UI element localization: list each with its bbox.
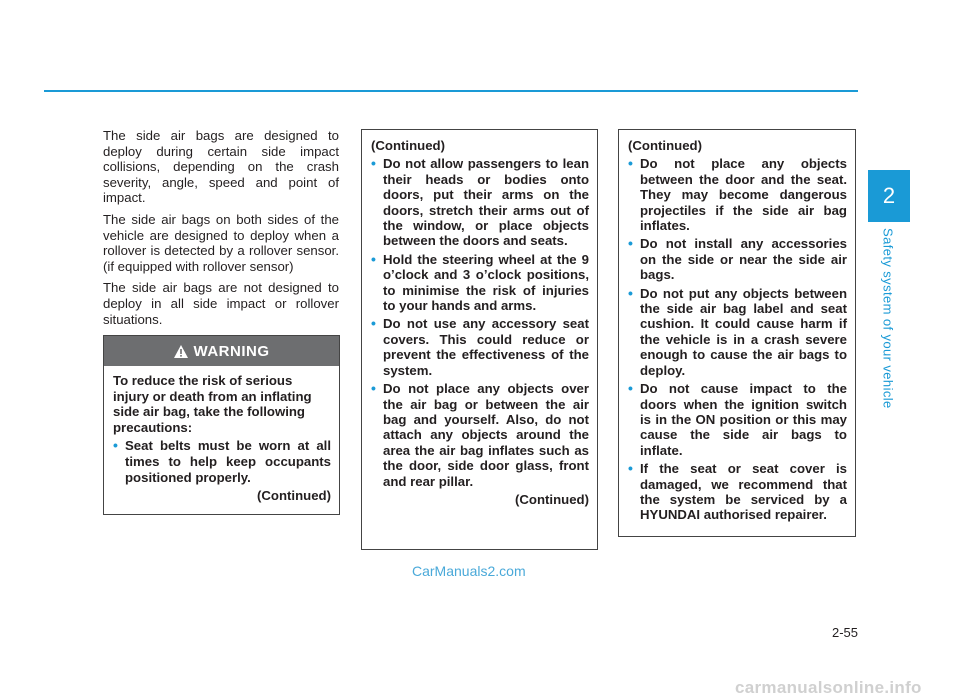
- chapter-title-wrap: [870, 228, 906, 408]
- footer-watermark: carmanualsonline.info: [735, 678, 922, 697]
- warning-continued-box-1: [361, 129, 598, 550]
- precaution-list: [628, 156, 847, 522]
- list-item: • If the seat or seat cover is damaged, we recommend that the system be serviced by a HYUNDAI authorised repairer.: [628, 461, 847, 523]
- page-number: 2-55: [831, 625, 858, 640]
- list-item: • Do not use any accessory seat covers. This could reduce or prevent the effectiveness of the system.: [371, 316, 589, 378]
- intro-column: [103, 128, 339, 333]
- warning-title: WARNING: [193, 342, 270, 360]
- warning-intro: To reduce the risk of serious injury or death from an inflating side air bag, take the following precautions:: [113, 373, 312, 435]
- warning-header: [104, 336, 339, 366]
- warning-list: [113, 438, 331, 485]
- list-item: • Do not put any objects between the side air bag label and seat cushion. It could cause harm if the vehicle is in a crash severe enough to cause the air bags to deploy.: [628, 286, 847, 378]
- list-item: • Do not install any accessories on the side or near the side air bags.: [628, 236, 847, 282]
- warning-continued-box-2: [618, 129, 856, 537]
- chapter-number: 2: [882, 183, 896, 208]
- list-item: • Do not cause impact to the doors when the ignition switch is in the ON position or this may cause the side air bags to inflate.: [628, 381, 847, 458]
- list-item: • Do not allow passengers to lean their heads or bodies onto doors, put their arms on the doors, stretch their arms out of the window, or place objects between the doors and seats.: [371, 156, 589, 248]
- intro-paragraph: The side air bags are designed to deploy during certain side impact collisions, depending on the crash severity, angle, speed and point of impact.: [103, 128, 339, 206]
- warning-box: [103, 335, 340, 515]
- continued-header: (Continued): [371, 138, 445, 153]
- continued-label: (Continued): [257, 488, 331, 504]
- chapter-tab: [868, 170, 910, 222]
- list-item: • Do not place any objects over the air bag or between the air bag and yourself. Also, do not attach any objects around the area the air bag inflates such as the door, side door glass, front and rear pillar.: [371, 381, 589, 489]
- continued-header: (Continued): [628, 138, 702, 153]
- continued-label: (Continued): [515, 491, 589, 507]
- intro-paragraph: The side air bags on both sides of the vehicle are designed to deploy when a rollover is detected by a rollover sensor. (if equipped with rollover sensor): [103, 211, 339, 274]
- list-item: • Seat belts must be worn at all times to help keep occupants positioned properly.: [113, 438, 331, 485]
- header-rule: [44, 90, 858, 92]
- chapter-title: Safety system of your vehicle: [880, 228, 896, 409]
- list-item: • Hold the steering wheel at the 9 o’clock and 3 o’clock positions, to minimise the risk of injuries to your hands and arms.: [371, 252, 589, 314]
- precaution-list: [371, 156, 589, 489]
- warning-triangle-icon: [174, 345, 188, 358]
- watermark-link[interactable]: CarManuals2.com: [412, 563, 526, 579]
- list-item: • Do not place any objects between the door and the seat. They may become dangerous projectiles if the side air bag inflates.: [628, 156, 847, 233]
- warning-body: [104, 366, 339, 504]
- intro-paragraph: The side air bags are not designed to deploy in all side impact or rollover situations.: [103, 280, 339, 327]
